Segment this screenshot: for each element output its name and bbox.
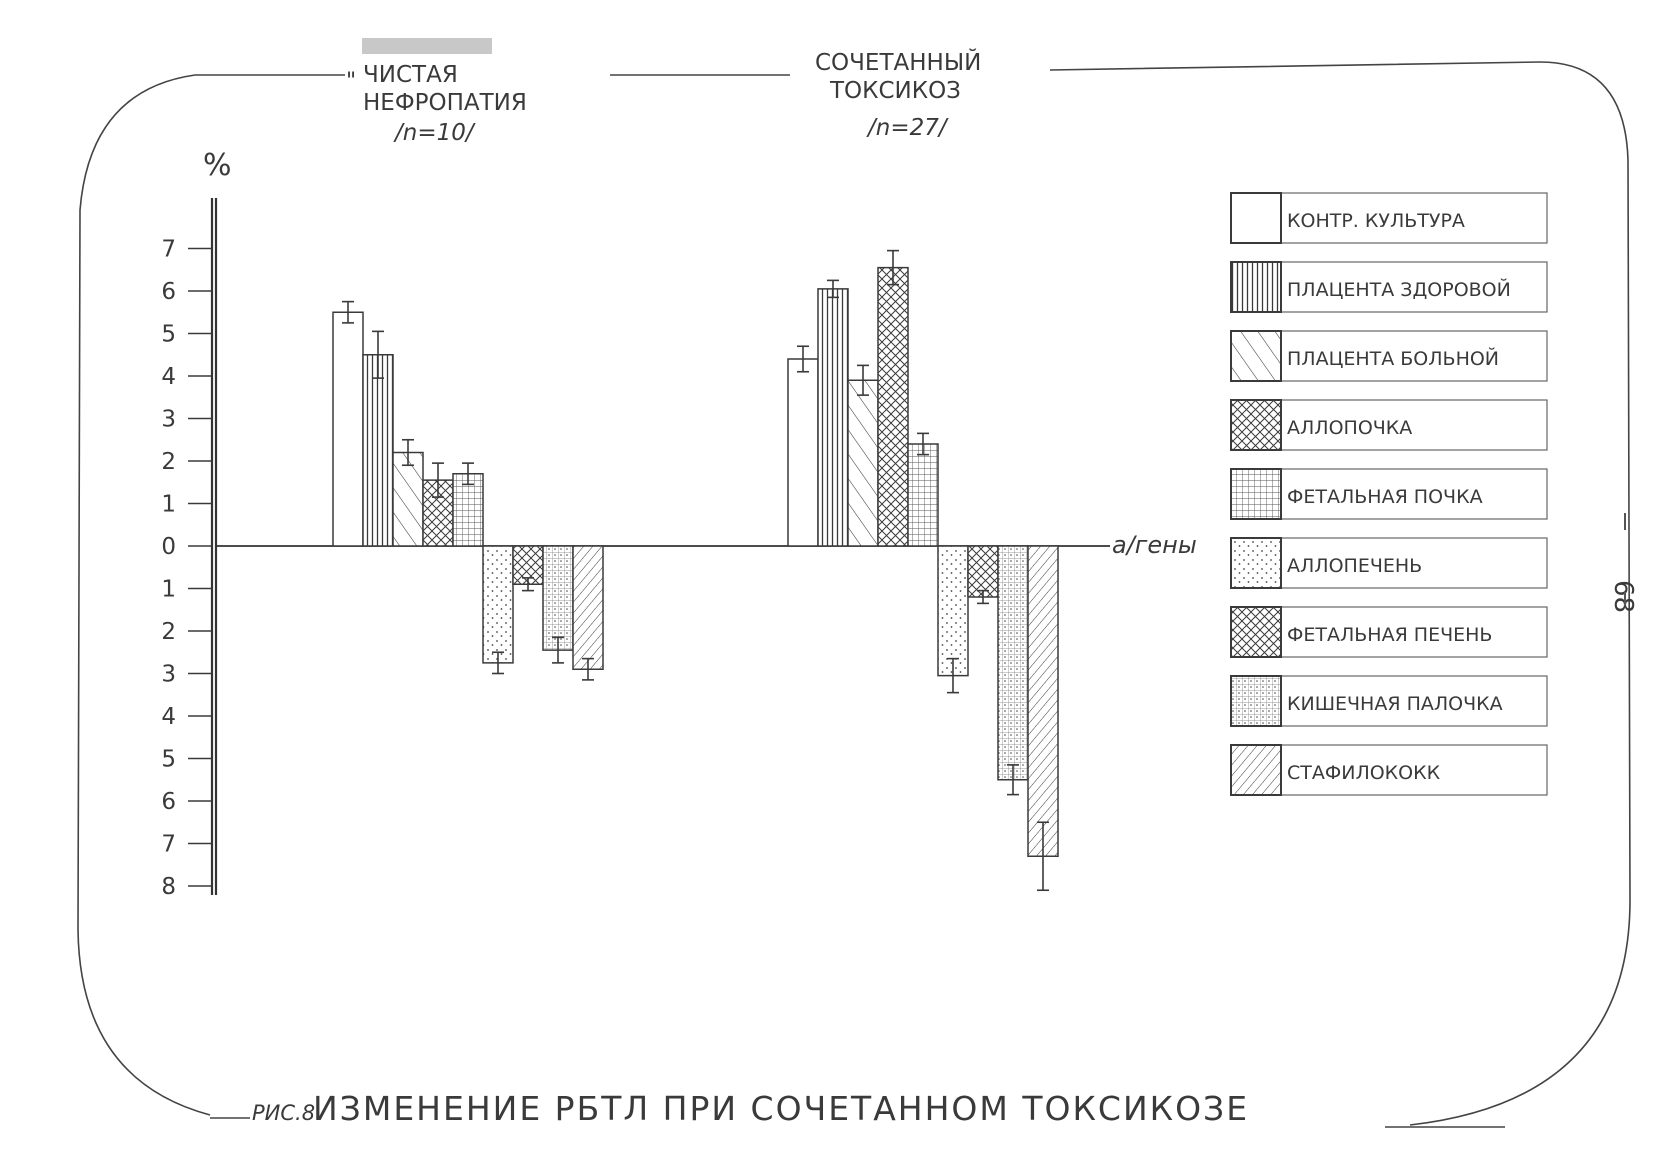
legend-label: ФЕТАЛЬНАЯ ПЕЧЕНЬ [1287, 624, 1493, 646]
legend [1231, 193, 1547, 795]
y-axis-label: % [203, 148, 232, 183]
y-tick-label: 6 [161, 789, 176, 815]
page-number: 68 [1608, 580, 1638, 614]
y-axis [161, 148, 231, 900]
legend-swatch [1231, 262, 1281, 312]
legend-swatch [1231, 745, 1281, 795]
legend-item [1231, 262, 1547, 312]
scan-shadow [362, 38, 492, 54]
chart-title: ИЗМЕНЕНИЕ РБТЛ ПРИ СОЧЕТАННОМ ТОКСИКОЗЕ [313, 1089, 1250, 1128]
y-tick-label: 5 [161, 746, 176, 773]
legend-label: ПЛАЦЕНТА БОЛЬНОЙ [1287, 348, 1500, 370]
legend-item [1231, 331, 1547, 381]
y-tick-label: 8 [161, 874, 176, 900]
bar [363, 355, 393, 546]
bar [848, 380, 878, 546]
legend-swatch [1231, 607, 1281, 657]
legend-label: ПЛАЦЕНТА ЗДОРОВОЙ [1287, 279, 1511, 301]
y-tick-label: 3 [161, 406, 176, 433]
y-tick-label: 4 [161, 364, 176, 390]
bar [878, 268, 908, 546]
y-tick-label: 5 [161, 321, 176, 348]
legend-swatch [1231, 400, 1281, 450]
group-label-2-line2: ТОКСИКОЗ [830, 78, 961, 104]
y-tick-label: 6 [161, 279, 176, 305]
bars [333, 251, 1058, 891]
bar [543, 546, 573, 650]
bar [1028, 546, 1058, 856]
y-tick-label: 2 [161, 449, 176, 475]
bar [483, 546, 513, 663]
group-label-1 [346, 62, 527, 146]
bar [393, 453, 423, 547]
figure-label: РИС.8 [252, 1101, 316, 1125]
legend-swatch [1231, 676, 1281, 726]
legend-item [1231, 745, 1547, 795]
group-label-2 [815, 48, 981, 141]
x-axis-label: а/гены [1112, 531, 1197, 559]
y-tick-label: 4 [161, 704, 176, 730]
legend-item [1231, 538, 1547, 588]
legend-item [1231, 469, 1547, 519]
frame-left [78, 75, 210, 1115]
y-ticks [161, 237, 212, 901]
legend-item [1231, 193, 1547, 243]
caption [210, 1089, 1249, 1128]
legend-swatch [1231, 538, 1281, 588]
legend-label: СТАФИЛОКОКК [1287, 762, 1441, 784]
y-tick-label: 1 [161, 576, 176, 603]
bar [573, 546, 603, 669]
frame-top-right [1050, 62, 1628, 160]
sheet-frame [78, 38, 1630, 1127]
y-tick-label: 0 [161, 534, 176, 560]
legend-label: АЛЛОПЕЧЕНЬ [1287, 555, 1423, 577]
y-tick-label: 7 [161, 831, 176, 858]
group-label-2-line3: /n=27/ [868, 115, 947, 141]
legend-item [1231, 400, 1547, 450]
group-label-1-line2: НЕФРОПАТИЯ [363, 90, 527, 116]
legend-label: ФЕТАЛЬНАЯ ПОЧКА [1287, 486, 1483, 508]
legend-swatch [1231, 193, 1281, 243]
y-tick-label: 2 [161, 619, 176, 645]
group-label-2-line1: СОЧЕТАННЫЙ [815, 50, 982, 76]
group-label-1-quote: " [346, 69, 357, 94]
y-tick-label: 7 [161, 236, 176, 263]
legend-item [1231, 676, 1547, 726]
legend-label: КОНТР. КУЛЬТУРА [1287, 210, 1465, 232]
bar [968, 546, 998, 597]
bar [818, 289, 848, 546]
legend-swatch [1231, 331, 1281, 381]
group-label-1-line1: ЧИСТАЯ [363, 62, 458, 88]
bar [788, 359, 818, 546]
y-tick-label: 1 [161, 491, 176, 518]
bar [333, 312, 363, 546]
legend-label: КИШЕЧНАЯ ПАЛОЧКА [1287, 693, 1503, 715]
legend-item [1231, 607, 1547, 657]
group-label-1-line3: /n=10/ [395, 120, 474, 146]
bar [998, 546, 1028, 780]
legend-swatch [1231, 469, 1281, 519]
bar [938, 546, 968, 676]
bar [908, 444, 938, 546]
y-tick-label: 3 [161, 661, 176, 688]
legend-label: АЛЛОПОЧКА [1287, 417, 1413, 439]
